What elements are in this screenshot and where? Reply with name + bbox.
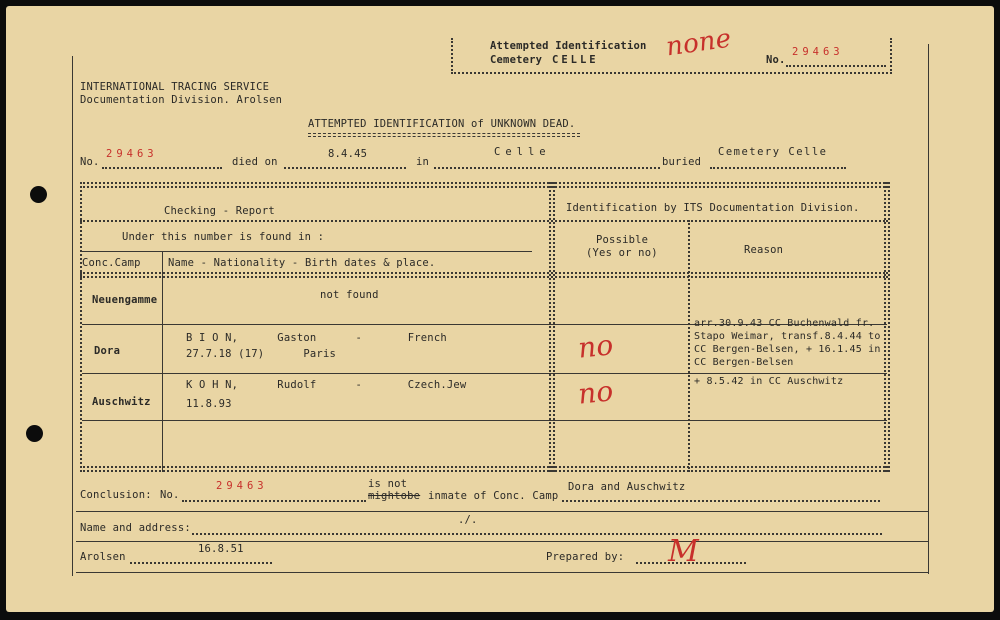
column-header-rule-2 <box>80 276 888 278</box>
table-row-camp: Neuengamme <box>92 294 158 306</box>
header-box-no-dots <box>786 65 886 67</box>
table-row-birth: 27.7.18 (17) Paris <box>186 348 336 360</box>
table-row-reason-line: CC Bergen-Belsen <box>694 357 794 368</box>
conclusion-is-not: is not <box>368 478 408 490</box>
table-left-border <box>80 182 82 472</box>
checking-report-header: Checking - Report <box>164 205 275 217</box>
conclusion-inmate-text: inmate of Conc. Camp <box>428 490 559 502</box>
row-rule-2 <box>82 373 887 374</box>
card-left-rule <box>72 56 73 576</box>
conclusion-label: Conclusion: <box>80 489 152 501</box>
buried-dots <box>710 167 846 169</box>
card-right-rule <box>928 44 929 574</box>
title-underline-2 <box>308 136 580 137</box>
table-bottom-border <box>80 466 888 468</box>
table-top-border <box>80 182 888 184</box>
table-row-camp: Dora <box>94 345 121 357</box>
punch-hole-bottom <box>26 425 43 442</box>
table-top-border-2 <box>80 186 888 188</box>
conclusion-no-label: No. <box>160 489 180 501</box>
col-camp-header: Conc.Camp <box>82 257 141 269</box>
table-right-border <box>884 182 886 472</box>
table-divider-main-2 <box>553 182 555 472</box>
record-no-dots <box>102 167 222 169</box>
footer-date: 16.8.51 <box>198 543 244 555</box>
prepared-by-initial: M <box>668 534 699 569</box>
name-address-dots <box>192 533 882 535</box>
name-address-value: ./. <box>458 514 478 526</box>
possible-header: Possible <box>596 234 649 246</box>
row-rule-3 <box>82 420 887 421</box>
table-row-possible: no <box>576 328 615 365</box>
table-bottom-border-2 <box>80 470 888 472</box>
table-row-camp: Auschwitz <box>92 396 151 408</box>
table-row-name: not found <box>320 289 379 301</box>
table-row-name: B I O N, Gaston - French <box>186 332 447 344</box>
table-row-reason-line: + 8.5.42 in CC Auschwitz <box>694 376 844 387</box>
died-on-dots <box>284 167 406 169</box>
buried-value: Cemetery Celle <box>718 146 828 158</box>
column-header-rule <box>80 272 888 274</box>
footer-place: Arolsen <box>80 551 126 563</box>
place-in-dots <box>434 167 660 169</box>
conclusion-rule <box>76 511 928 512</box>
table-row-reason-line: arr.30.9.43 CC Buchenwald fr. <box>694 318 875 329</box>
table-divider-camp <box>162 252 163 472</box>
conclusion-no-dots <box>182 500 366 502</box>
org-name: INTERNATIONAL TRACING SERVICE <box>80 81 270 93</box>
table-divider-reason <box>688 220 690 472</box>
place-in-value: Celle <box>494 146 551 158</box>
buried-label: buried <box>662 156 702 168</box>
header-box-no-label: No. <box>766 54 786 66</box>
prepared-by-label: Prepared by: <box>546 551 625 563</box>
header-row-rule <box>80 220 888 222</box>
table-right-border-2 <box>888 182 890 472</box>
org-division: Documentation Division. Arolsen <box>80 94 283 106</box>
punch-hole-top <box>30 186 47 203</box>
table-row-name: K O H N, Rudolf - Czech.Jew <box>186 379 467 391</box>
conclusion-struck-text: mightobe <box>368 490 421 502</box>
footer-date-dots <box>130 562 272 564</box>
header-box-handwritten-note: none <box>664 23 734 63</box>
header-box-no-value: 29463 <box>792 46 844 58</box>
table-row-reason-line: CC Bergen-Belsen, + 16.1.45 in <box>694 344 881 355</box>
place-in-label: in <box>416 156 430 168</box>
conclusion-camps-dots <box>562 500 880 502</box>
table-row-reason-line: Stapo Weimar, transf.8.4.44 to <box>694 331 881 342</box>
conclusion-camps: Dora and Auschwitz <box>568 481 686 493</box>
col-name-header: Name - Nationality - Birth dates & place. <box>168 257 436 269</box>
header-box-right-border <box>890 38 892 74</box>
name-address-rule <box>76 541 928 542</box>
reason-header: Reason <box>744 244 784 256</box>
record-card <box>6 6 994 612</box>
record-no-value: 29463 <box>106 148 158 160</box>
table-divider-main <box>549 182 551 472</box>
under-number-label: Under this number is found in : <box>122 231 325 243</box>
header-box-title: Attempted Identification <box>490 40 647 52</box>
yes-or-no-header: (Yes or no) <box>586 247 658 259</box>
document-title: ATTEMPTED IDENTIFICATION of UNKNOWN DEAD. <box>308 118 576 130</box>
header-box-bottom-border <box>451 72 892 74</box>
under-number-rule <box>82 251 532 252</box>
header-box-cemetery-label: Cemetery <box>490 54 543 66</box>
footer-rule <box>76 572 928 573</box>
died-on-label: died on <box>232 156 278 168</box>
header-box-cemetery-value: CELLE <box>552 54 599 66</box>
title-underline-1 <box>308 133 580 134</box>
identification-header: Identification by ITS Documentation Division. <box>566 202 860 214</box>
died-on-value: 8.4.45 <box>328 148 368 160</box>
conclusion-no-value: 29463 <box>216 480 268 492</box>
name-address-label: Name and address: <box>80 522 191 534</box>
header-box-left-border <box>451 38 453 74</box>
table-row-birth: 11.8.93 <box>186 398 232 410</box>
record-no-label: No. <box>80 156 100 168</box>
table-row-possible: no <box>576 374 615 411</box>
